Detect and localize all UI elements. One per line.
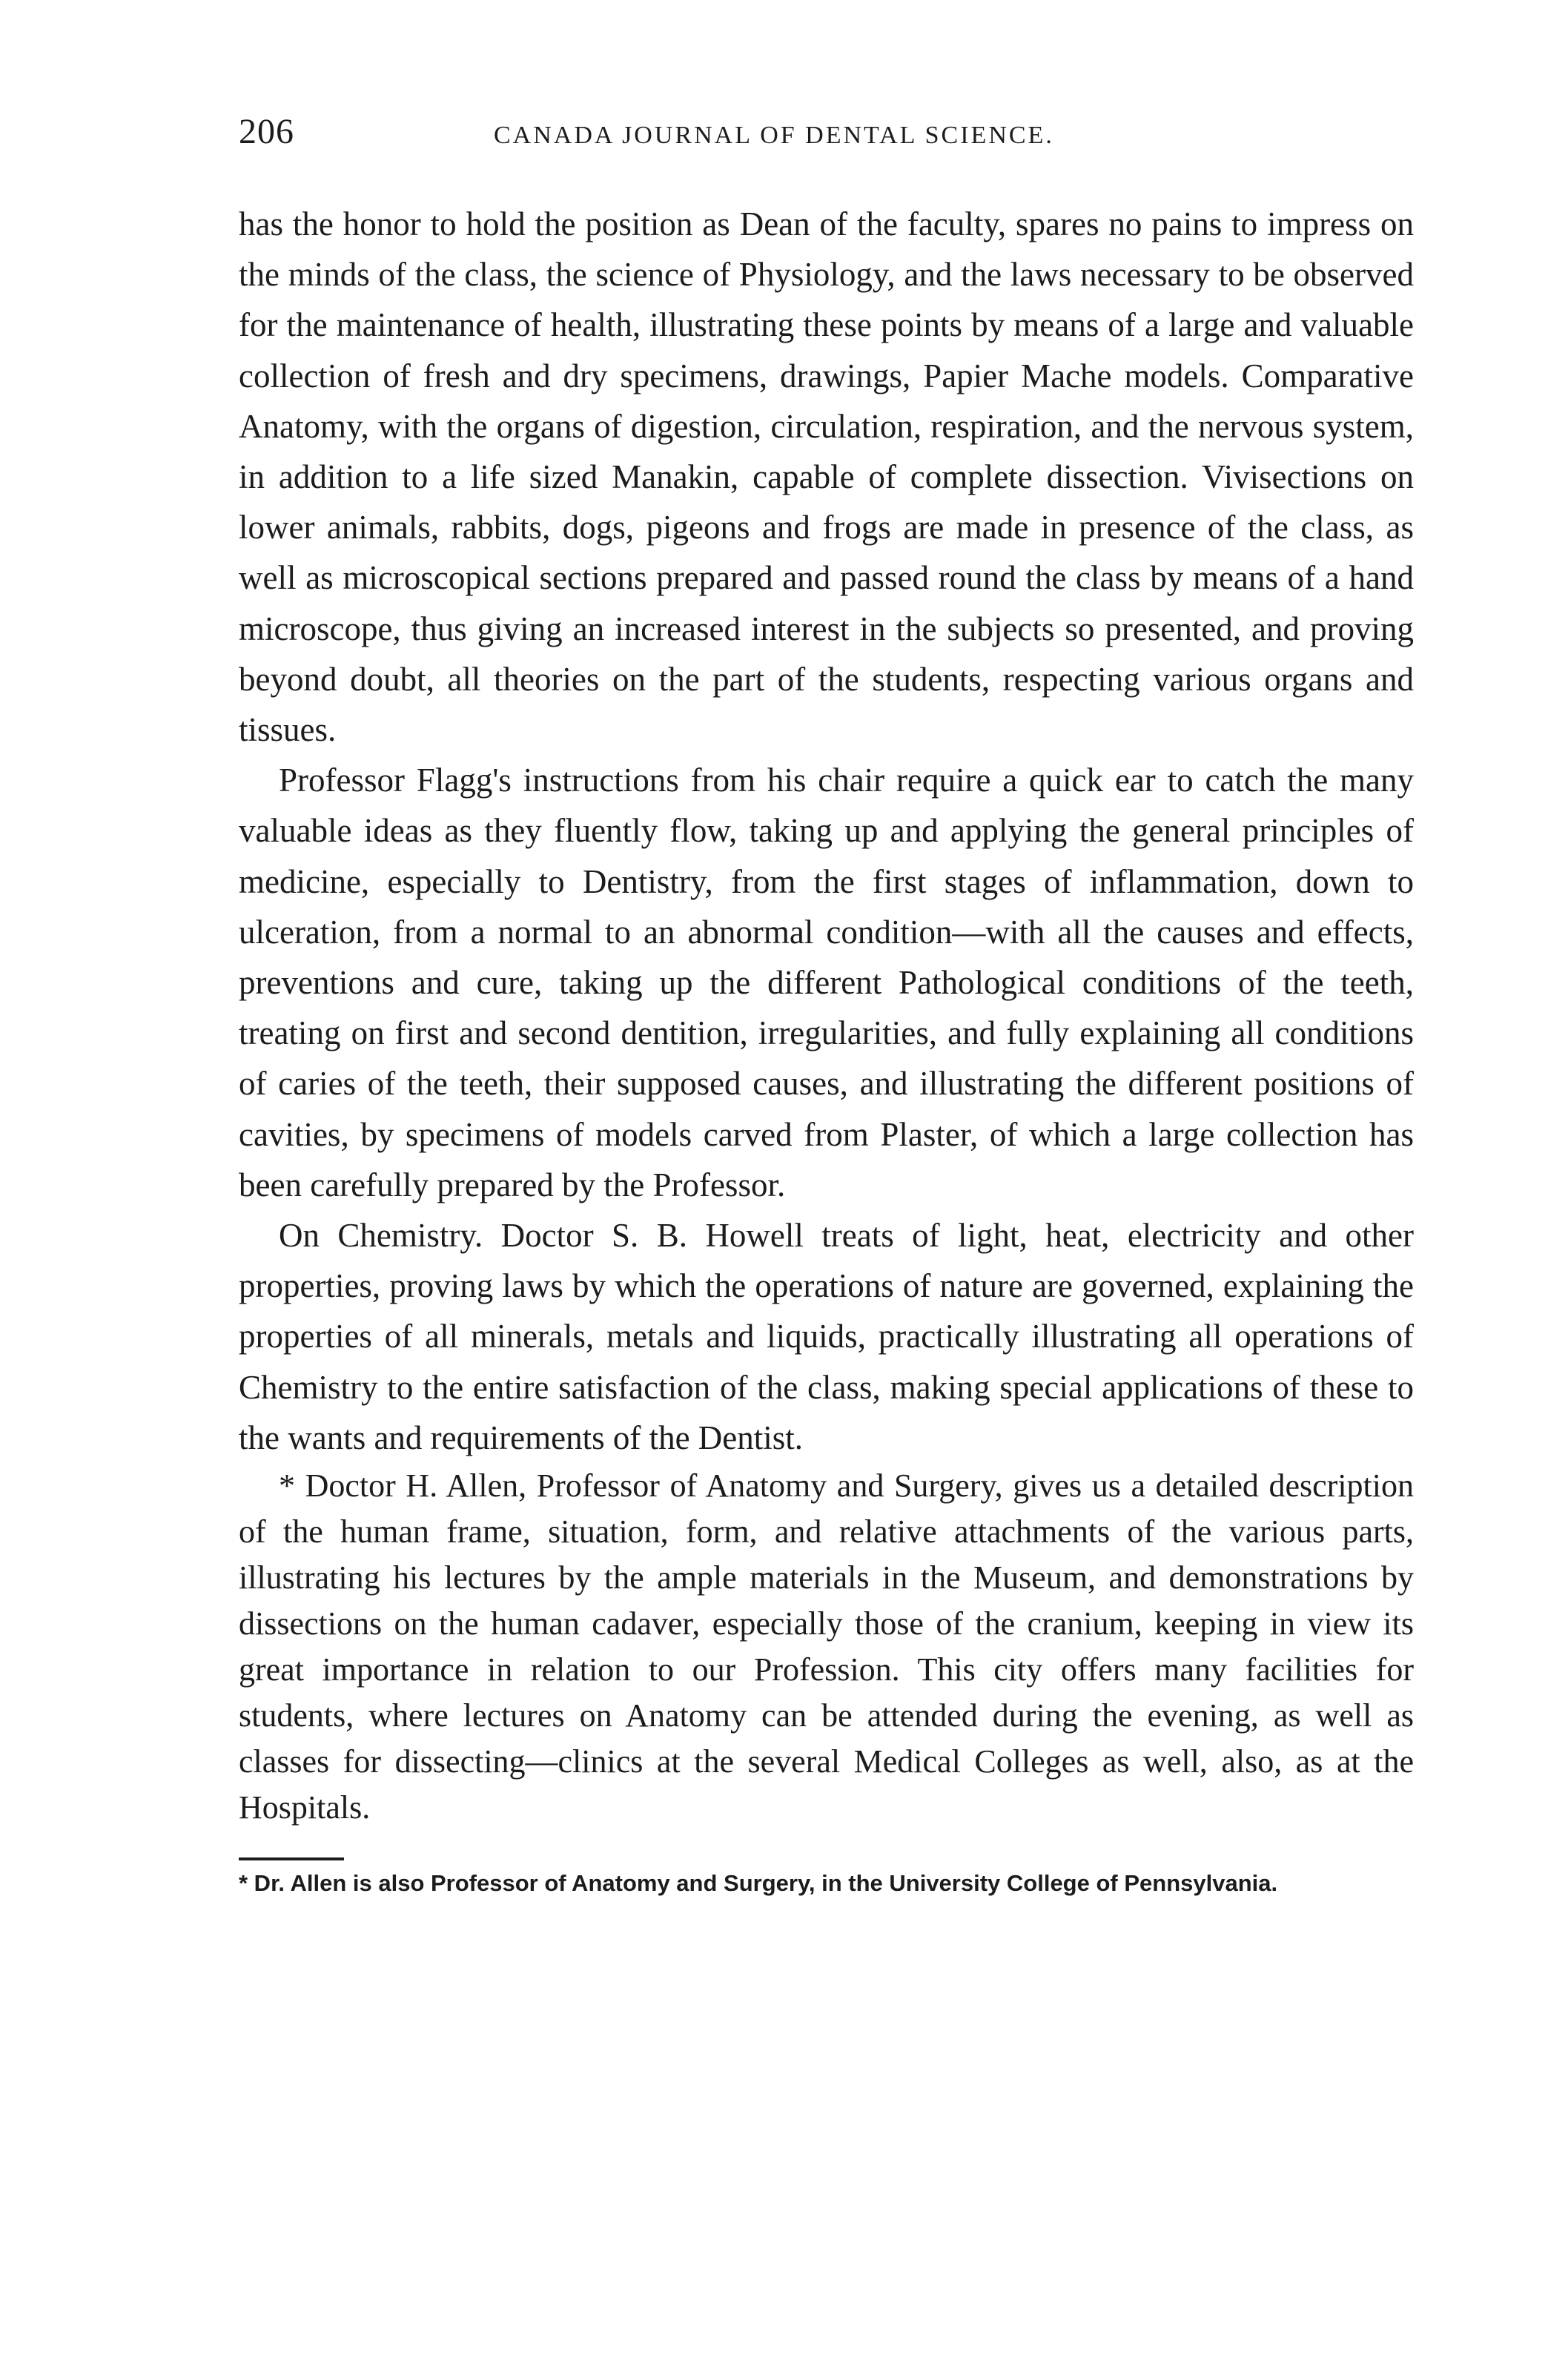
page-number: 206 (239, 112, 294, 151)
journal-page (239, 111, 1414, 1898)
paragraph-flagg: Professor Flagg's instructions from his chair require a quick ear to catch the many valuable ideas as they fluently flow, taking up and applying the general principles of medicine, especially to Dentistry, from the first stages of inflammation, down to ulceration, from a normal to an abnormal condition—with all the causes and effects, preventions and cure, taking up the different Pathological conditions of the teeth, treating on first and second dentition, irregularities, and fully explaining all conditions of caries of the teeth, their supposed causes, and illustrating the different positions of cavities, by specimens of models carved from Plaster, of which a large collection has been carefully prepared by the Professor. (239, 762, 1414, 1203)
footnote: * Dr. Allen is also Professor of Anatomy and Surgery, in the University College of Pennsylvania. (239, 1870, 1278, 1897)
footnote-divider (239, 1857, 344, 1860)
paragraph-physiology: has the honor to hold the position as Dean of the faculty, spares no pains to impress on the minds of the class, the science of Physiology, and the laws necessary to be observed for the maintenance of health, illustrating these points by means of a large and valuable collection of fresh and dry specimens, drawings, Papier Mache models. Comparative Anatomy, with the organs of digestion, circulation, respiration, and the nervous system, in addition to a life sized Manakin, capable of complete dissection. Vivisections on lower animals, rabbits, dogs, pigeons and frogs are made in presence of the class, as well as microscopical sections prepared and passed round the class by means of a hand microscope, thus giving an increased interest in the subjects so presented, and proving beyond doubt, all theories on the part of the students, respecting various organs and tissues. (239, 205, 1414, 749)
paragraph-chemistry: On Chemistry. Doctor S. B. Howell treats of light, heat, electricity and other properties, proving laws by which the operations of nature are governed, explaining the properties of all minerals, metals and liquids, practically illustrating all operations of Chemistry to the entire satisfaction of the class, making special applications of these to the wants and requirements of the Dentist. (239, 1217, 1414, 1456)
article-body (239, 199, 1414, 1831)
paragraph-anatomy: * Doctor H. Allen, Professor of Anatomy and Surgery, gives us a detailed description of the human frame, situation, form, and relative attachments of the various parts, illustrating his lectures by the ample materials in the Museum, and demonstrations by dissections on the human cadaver, especially those of the cranium, keeping in view its great importance in relation to our Profession. This city offers many facilities for students, where lectures on Anatomy can be attended during the evening, as well as classes for dissecting—clinics at the several Medical Colleges as well, also, as at the Hospitals. (239, 1467, 1414, 1826)
page-header (239, 111, 1414, 171)
running-head: CANADA JOURNAL OF DENTAL SCIENCE. (494, 122, 1054, 149)
